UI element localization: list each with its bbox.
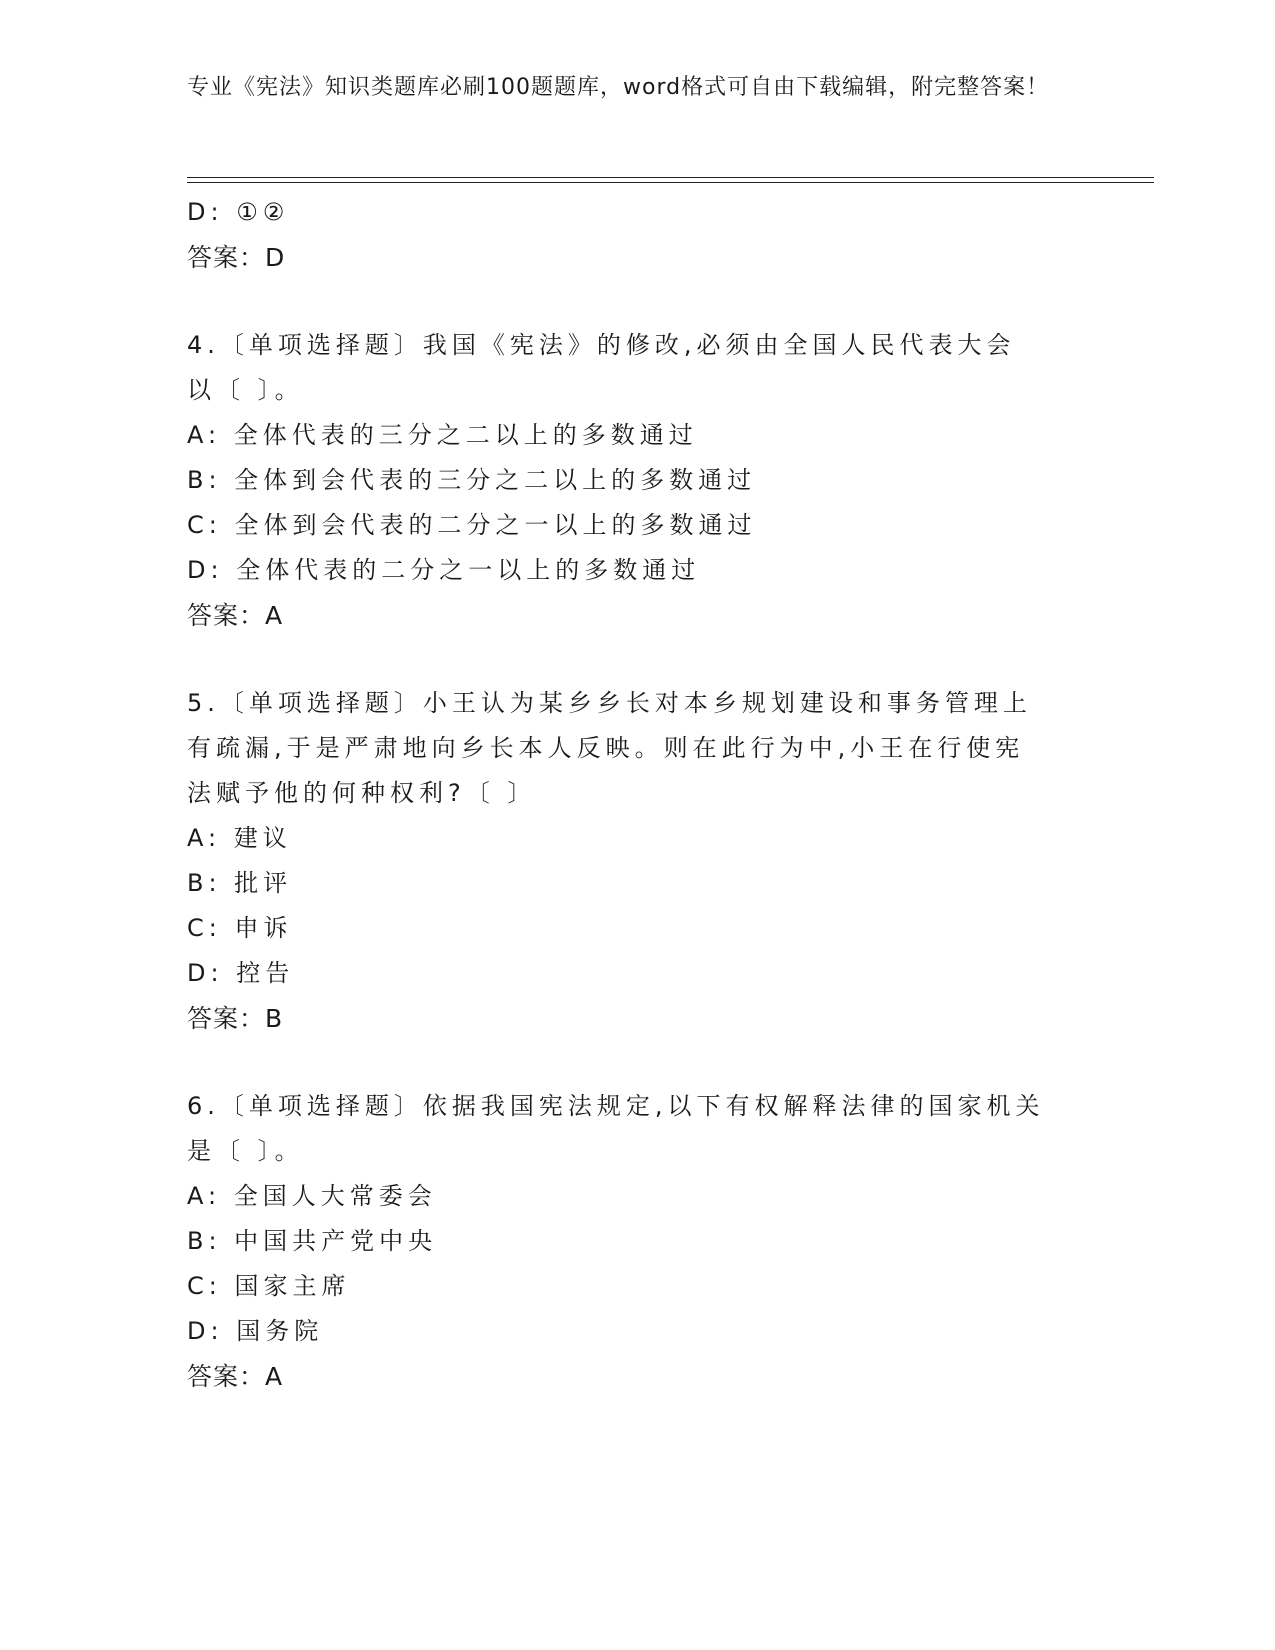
question-6 — [187, 1084, 1087, 1399]
option-c: C: 申诉 — [187, 914, 293, 942]
answer: 答案：B — [187, 1004, 284, 1033]
question-stem: 4.〔单项选择题〕我国《宪法》的修改,必须由全国人民代表大会以〔 〕。 — [187, 331, 1016, 404]
option-c: C: 全体到会代表的二分之一以上的多数通过 — [187, 511, 757, 539]
option-b: B: 批评 — [187, 869, 293, 897]
carryover-answer: 答案：D — [187, 243, 286, 272]
option-d: D: 控告 — [187, 959, 295, 987]
option-c: C: 国家主席 — [187, 1272, 351, 1300]
answer: 答案：A — [187, 1362, 284, 1391]
answer: 答案：A — [187, 601, 284, 630]
header-rule-top — [187, 177, 1154, 178]
question-4 — [187, 323, 1087, 638]
question-stem: 6.〔单项选择题〕依据我国宪法规定,以下有权解释法律的国家机关是〔 〕。 — [187, 1092, 1045, 1165]
question-stem: 5.〔单项选择题〕小王认为某乡乡长对本乡规划建设和事务管理上有疏漏,于是严肃地向乡长本人反映。则在此行为中,小王在行使宪法赋予他的何种权利?〔 〕 — [187, 689, 1032, 807]
option-b: B: 中国共产党中央 — [187, 1227, 438, 1255]
carryover-option-d: D: ①② — [187, 198, 290, 226]
header-rule-bottom — [187, 182, 1154, 183]
page-header: 专业《宪法》知识类题库必刷100题题库，word格式可自由下载编辑，附完整答案！ — [187, 75, 1050, 100]
option-d: D: 全体代表的二分之一以上的多数通过 — [187, 556, 701, 584]
option-a: A: 建议 — [187, 824, 292, 852]
question-5 — [187, 681, 1087, 1041]
option-b: B: 全体到会代表的三分之二以上的多数通过 — [187, 466, 757, 494]
option-a: A: 全体代表的三分之二以上的多数通过 — [187, 421, 698, 449]
option-d: D: 国务院 — [187, 1317, 324, 1345]
option-a: A: 全国人大常委会 — [187, 1182, 437, 1210]
question-list — [187, 190, 1087, 1399]
